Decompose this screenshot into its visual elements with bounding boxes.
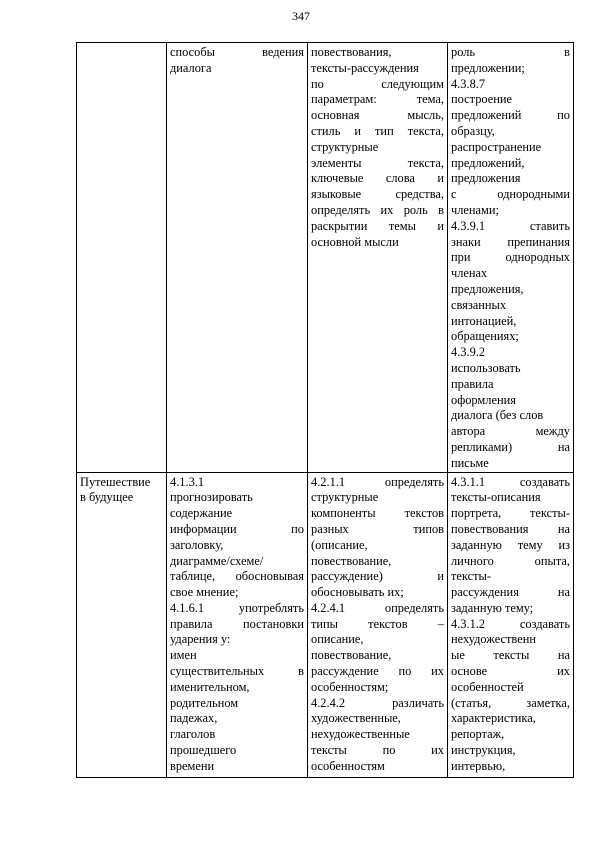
cell-line: прошедшего [170,743,237,758]
cell-line: роль в [451,45,570,59]
table-row [77,472,574,777]
cell-line: основная мысль, [311,108,444,123]
cell-line: тексты-рассуждения [311,60,419,75]
cell-line: родительном [170,695,239,710]
cell-line: инструкция, [451,743,516,758]
cell-line: связанных [451,297,507,312]
cell-line: интервью, [451,758,506,773]
writing-cell [448,472,574,777]
cell-line: именительном, [170,679,250,694]
cell-line: 4.3.9.1 ставить [451,218,570,233]
cell-line: при однородных [451,250,570,265]
topic-cell [77,43,167,473]
cell-line: типы текстов – [311,616,444,631]
cell-line: предложении; [451,60,525,75]
cell-line: 4.3.8.7 [451,76,486,91]
cell-line: художественные, [311,711,401,726]
cell-line: предложений, [451,155,525,170]
cell-line: структурные [311,490,379,505]
cell-line: разных типов [311,521,444,536]
cell-line: повествование, [311,553,392,568]
cell-line: имен [170,648,197,663]
cell-line: особенностям [311,758,385,773]
cell-line: образцу, [451,123,495,138]
cell-line: языковые средства, [311,187,444,202]
cell-line: тексты-описания [451,490,541,505]
cell-line: характеристика, [451,711,536,726]
reading-cell [308,472,448,777]
cell-line: информации по [170,521,304,536]
cell-line: оформления [451,392,516,407]
cell-line: глаголов [170,727,216,742]
cell-line: параметрам: тема, [311,92,444,107]
cell-line: интонацией, [451,313,517,328]
cell-line: использовать [451,360,521,375]
cell-line: Путешествие [80,474,151,489]
speaking-listening-cell [167,43,308,473]
cell-line: раскрытии темы и [311,218,444,233]
cell-line: знаки препинания [451,234,570,249]
cell-line: правила постановки [170,616,304,631]
cell-line: структурные [311,139,379,154]
cell-line: падежах, [170,711,218,726]
cell-line: повествование, [311,648,392,663]
cell-line: заголовку, [170,537,224,552]
cell-line: компоненты текстов [311,506,444,521]
speaking-listening-cell [167,472,308,777]
cell-line: заданную тему; [451,600,534,615]
cell-line: 4.3.9.2 [451,345,486,360]
cell-line: (статья, заметка, [451,695,570,710]
cell-line: предложений по [451,108,570,123]
cell-line: распространение [451,139,542,154]
table-row [77,43,574,473]
cell-line: предложения, [451,281,524,296]
cell-line: основе их [451,664,570,679]
cell-line: в будущее [80,490,134,505]
cell-line: времени [170,758,215,773]
cell-line: предложения [451,171,521,186]
cell-line: 4.3.1.2 создавать [451,616,570,631]
writing-cell [448,43,574,473]
cell-line: обращениях; [451,329,519,344]
cell-line: рассуждение по их [311,664,444,679]
cell-line: 4.3.1.1 создавать [451,474,570,489]
cell-line: нехудожественные [311,727,410,742]
cell-line: 4.2.1.1 определять [311,474,444,489]
cell-line: существительных в [170,664,304,679]
cell-line: диалога [170,60,212,75]
cell-line: с однородными [451,187,570,202]
cell-line: личного опыта, [451,553,570,568]
cell-line: (описание, [311,537,368,552]
cell-line: повествования на [451,521,570,536]
topic-cell [77,472,167,777]
cell-line: элементы текста, [311,155,444,170]
cell-line: членами; [451,202,499,217]
cell-line: членах [451,266,488,281]
cell-line: 4.2.4.2 различать [311,695,444,710]
cell-line: рассуждение) и [311,569,444,584]
cell-line: 4.1.6.1 употреблять [170,600,304,615]
cell-line: особенностям; [311,679,389,694]
cell-line: рассуждения на [451,585,570,600]
cell-line: портрета, тексты- [451,506,570,521]
cell-line: 4.1.3.1 [170,474,205,489]
cell-line: ключевые слова и [311,171,444,186]
cell-line: ударения у: [170,632,231,647]
cell-line: репликами) на [451,439,570,454]
cell-line: определять их роль в [311,202,444,217]
cell-line: прогнозировать [170,490,253,505]
cell-line: репортаж, [451,727,505,742]
cell-line: стиль и тип текста, [311,123,444,138]
cell-line: автора между [451,424,570,439]
cell-line: диалога (без слов [451,408,544,423]
cell-line: письме [451,455,489,470]
cell-line: особенностей [451,679,524,694]
cell-line: основной мысли [311,234,399,249]
cell-line: описание, [311,632,364,647]
cell-line: нехудожественн [451,632,536,647]
reading-cell [308,43,448,473]
cell-line: 4.2.4.1 определять [311,600,444,615]
cell-line: таблице, обосновывая [170,569,304,584]
cell-line: содержание [170,506,233,521]
cell-line: способы ведения [170,45,304,59]
cell-line: свое мнение; [170,585,239,600]
cell-line: построение [451,92,513,107]
curriculum-table [76,42,574,778]
cell-line: ые тексты на [451,648,570,663]
cell-line: правила [451,376,494,391]
cell-line: заданную тему из [451,537,570,552]
page-number: 347 [292,9,310,23]
cell-line: по следующим [311,76,444,91]
cell-line: обосновывать их; [311,585,404,600]
cell-line: тексты- [451,569,491,584]
cell-line: тексты по их [311,743,444,758]
cell-line: диаграмме/схеме/ [170,553,264,568]
cell-line: повествования, [311,45,392,59]
